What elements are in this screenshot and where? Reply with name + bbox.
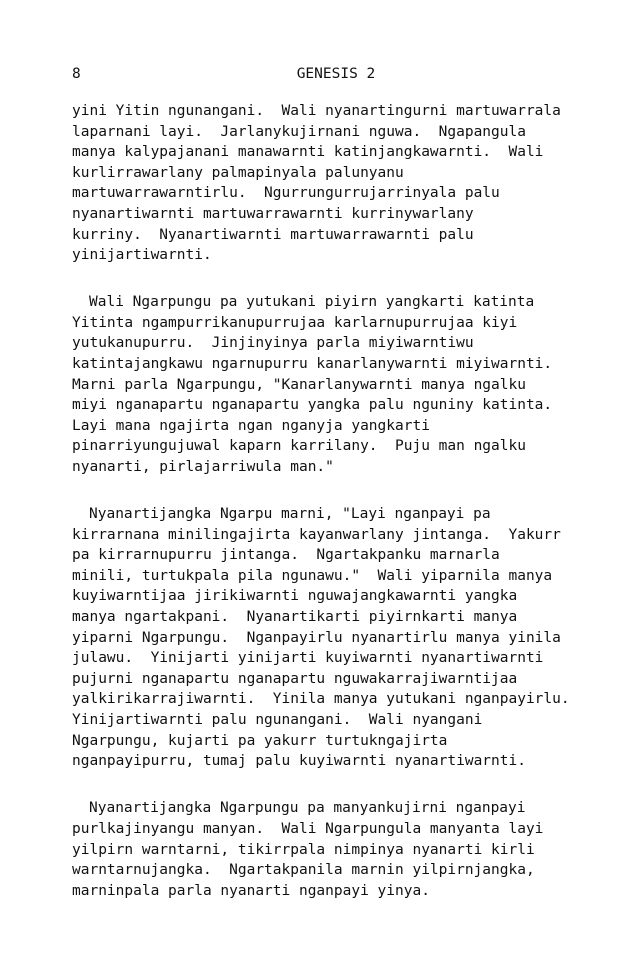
body-text	[72, 101, 592, 928]
text-line: yutukanupurru. Jinjinyinya parla miyiwarntiwu	[72, 335, 474, 352]
text-line: pinarriyungujuwal kaparn karrilany. Puju man ngalku	[72, 438, 526, 455]
text-line: Nyanartijangka Ngarpungu pa manyankujirni nganpayi	[89, 800, 526, 817]
text-line: yiparni Ngarpungu. Nganpayirlu nyanartirlu manya yinila	[72, 629, 561, 646]
text-line: Marni parla Ngarpungu, "Kanarlanywarnti manya ngalku	[72, 376, 526, 393]
text-line: yinijartiwarnti.	[72, 247, 212, 264]
text-line: Yitinta ngampurrikanupurrujaa karlarnupurrujaa kiyi	[72, 314, 518, 331]
paragraph-4	[72, 798, 592, 901]
text-line: warntarnujangka. Ngartakpanila marnin yilpirnjangka,	[72, 862, 535, 879]
text-line: purlkajinyangu manyan. Wali Ngarpungula manyanta layi	[72, 820, 544, 837]
text-line: nyanarti, pirlajarriwula man."	[72, 459, 334, 475]
page-number: 8	[72, 66, 81, 82]
text-line: yilpirn warntarni, tikirrpala nimpinya nyanarti kirli	[72, 841, 535, 858]
text-line: pujurni nganapartu nganapartu nguwakarrajiwarntijaa	[72, 670, 518, 687]
paragraph-2	[72, 292, 592, 477]
text-line: laparnani layi. Jarlanykujirnani nguwa. Ngapangula	[72, 123, 526, 140]
text-line: marninpala parla nyanarti nganpayi yinya.	[72, 882, 430, 899]
text-line: kuyiwarntijaa jirikiwarnti nguwajangkawarnti yangka	[72, 588, 518, 605]
text-line: Wali Ngarpungu pa yutukani piyirn yangkarti katinta	[89, 294, 535, 311]
text-line: pa kirrarnupurru jintanga. Ngartakpanku marnarla	[72, 547, 500, 564]
text-line: Nyanartijangka Ngarpu marni, "Layi nganpayi pa	[89, 506, 491, 523]
text-line: nganpayipurru, tumaj palu kuyiwarnti nyanartiwarnti.	[72, 753, 526, 770]
text-line: julawu. Yinijarti yinijarti kuyiwarnti nyanartiwarnti	[72, 650, 544, 667]
paragraph-3	[72, 504, 592, 772]
text-line: manya kalypajanani manawarnti katinjangkawarnti. Wali	[72, 144, 544, 161]
running-title: GENESIS 2	[296, 66, 376, 82]
text-line: Ngarpungu, kujarti pa yakurr turtukngajirta	[72, 732, 448, 749]
paragraph-1	[72, 101, 592, 266]
text-line: martuwarrawarntirlu. Ngurrungurrujarrinyala palu	[72, 185, 500, 202]
page-header	[72, 64, 572, 84]
text-line: Layi mana ngajirta ngan nganyja yangkarti	[72, 417, 430, 434]
text-line: miyi nganapartu nganapartu yangka palu nguniny katinta.	[72, 397, 553, 414]
text-line: katintajangkawu ngarnupurru kanarlanywarnti miyiwarnti.	[72, 356, 553, 373]
text-line: kurlirrawarlany palmapinyala palunyanu	[72, 164, 404, 181]
text-line: nyanartiwarnti martuwarrawarnti kurrinywarlany	[72, 205, 474, 222]
text-line: yalkirikarrajiwarnti. Yinila manya yutukani nganpayirlu.	[72, 691, 570, 708]
text-line: Yinijartiwarnti palu ngunangani. Wali nyangani	[72, 712, 483, 729]
text-line: kurriny. Nyanartiwarnti martuwarrawarnti palu	[72, 226, 474, 243]
text-line: kirrarnana minilingajirta kayanwarlany jintanga. Yakurr	[72, 526, 561, 543]
text-line: minili, turtukpala pila ngunawu." Wali yiparnila manya	[72, 567, 553, 584]
text-line: yini Yitin ngunangani. Wali nyanartingurni martuwarrala	[72, 103, 561, 119]
text-line: manya ngartakpani. Nyanartikarti piyirnkarti manya	[72, 609, 518, 626]
